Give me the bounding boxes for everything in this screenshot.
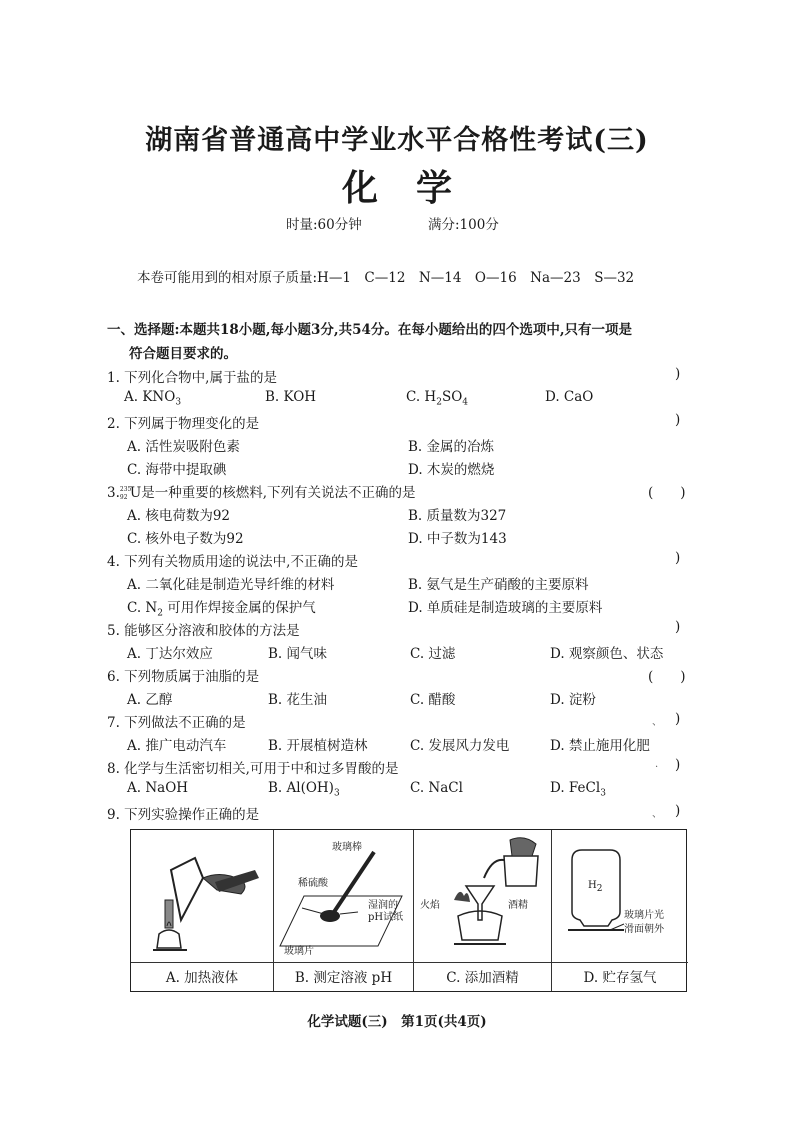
answer-paren: ( ): [648, 485, 686, 501]
q7-option-d: D. 禁止施用化肥: [550, 738, 650, 754]
label-ph-paper-1: 湿润的: [368, 900, 398, 911]
label-h2: $H_2$: [588, 880, 603, 894]
stray-mark: 、: [652, 717, 662, 728]
q6-option-a: A. 乙醇: [127, 692, 173, 708]
answer-paren: ): [675, 803, 681, 819]
q1-option-d: D. CaO: [545, 389, 594, 405]
label-dilute-acid: 稀硫酸: [298, 878, 328, 889]
label-ph-paper-2: pH试纸: [368, 912, 404, 923]
answer-paren: ( ): [648, 669, 686, 685]
question-6-stem: 6. 下列物质属于油脂的是: [107, 669, 260, 685]
label-plate-note-2: 滑面朝外: [624, 924, 664, 935]
q1-option-a: A. $KNO_3$: [124, 389, 182, 408]
label-plate-note-1: 玻璃片光: [624, 910, 664, 921]
q5-option-a: A. 丁达尔效应: [127, 646, 213, 662]
question-8-stem: 8. 化学与生活密切相关,可用于中和过多胃酸的是: [107, 761, 399, 777]
label-glass-rod: 玻璃棒: [332, 842, 362, 853]
section-heading-line1: 一、选择题:本题共18小题,每小题3分,共54分。在每小题给出的四个选项中,只有一项是: [107, 322, 633, 338]
q3-option-d: D. 中子数为143: [408, 531, 507, 547]
q1-option-b: B. KOH: [265, 389, 317, 405]
q4-option-b: B. 氨气是生产硝酸的主要原料: [408, 577, 589, 593]
q1-option-c: C. $H_2SO_4$: [406, 389, 469, 408]
question-3-stem: 3. 235 92 U是一种重要的核燃料,下列有关说法不正确的是: [107, 485, 416, 501]
question-1-stem: 1. 下列化合物中,属于盐的是: [107, 370, 277, 386]
q6-option-c: C. 醋酸: [410, 692, 456, 708]
q6-option-b: B. 花生油: [268, 692, 328, 708]
panel-ph-test: [274, 830, 414, 991]
heating-liquid-illustration: [131, 830, 274, 962]
question-4-stem: 4. 下列有关物质用途的说法中,不正确的是: [107, 554, 358, 570]
exam-score: 满分:100分: [428, 217, 499, 233]
answer-paren: ): [675, 711, 681, 727]
exam-time: 时量:60分钟: [286, 217, 362, 233]
q4-option-d: D. 单质硅是制造玻璃的主要原料: [408, 600, 603, 616]
q2-option-a: A. 活性炭吸附色素: [127, 439, 240, 455]
question-9-stem: 9. 下列实验操作正确的是: [107, 807, 260, 823]
q4-option-a: A. 二氧化硅是制造光导纤维的材料: [127, 577, 335, 593]
exam-title: 湖南省普通高中学业水平合格性考试(三): [145, 125, 649, 156]
q3-option-a: A. 核电荷数为92: [127, 508, 231, 524]
section-heading-line2: 符合题目要求的。: [129, 346, 237, 362]
q5-option-c: C. 过滤: [410, 646, 456, 662]
storing-hydrogen-illustration: [552, 830, 688, 962]
stray-mark: 、: [652, 809, 662, 820]
caption-d: D. 贮存氢气: [552, 962, 688, 993]
q4-option-c: C. $N_2$ 可用作焊接金属的保护气: [127, 600, 316, 619]
caption-b: B. 测定溶液 pH: [274, 962, 413, 993]
answer-paren: ): [675, 550, 681, 566]
experiment-figure: [130, 829, 687, 992]
subject-title: 化学: [341, 167, 490, 209]
q2-option-c: C. 海带中提取碘: [127, 462, 227, 478]
page-footer: 化学试题(三) 第1页(共4页): [307, 1014, 487, 1030]
q2-option-b: B. 金属的冶炼: [408, 439, 495, 455]
q7-option-b: B. 开展植树造林: [268, 738, 368, 754]
caption-a: A. 加热液体: [131, 962, 273, 993]
answer-paren: ): [675, 412, 681, 428]
q5-option-d: D. 观察颜色、状态: [550, 646, 664, 662]
panel-storing-hydrogen: [552, 830, 688, 991]
q5-option-b: B. 闻气味: [268, 646, 328, 662]
q6-option-d: D. 淀粉: [550, 692, 596, 708]
question-7-stem: 7. 下列做法不正确的是: [107, 715, 246, 731]
label-alcohol: 酒精: [508, 900, 528, 911]
atomic-masses: 本卷可能用到的相对原子质量:H—1 C—12 N—14 O—16 Na—23 S—32: [137, 270, 635, 286]
stray-mark: .: [655, 759, 659, 770]
q3-option-b: B. 质量数为327: [408, 508, 507, 524]
q2-option-d: D. 木炭的燃烧: [408, 462, 495, 478]
answer-paren: ): [675, 366, 681, 382]
q8-option-b: B. $Al(OH)_3$: [268, 780, 340, 799]
q8-option-a: A. NaOH: [127, 780, 189, 796]
q8-option-d: D. FeCl$_3$: [550, 780, 606, 799]
q7-option-a: A. 推广电动汽车: [127, 738, 227, 754]
panel-heating-liquid: [131, 830, 274, 991]
answer-paren: ): [675, 619, 681, 635]
question-5-stem: 5. 能够区分溶液和胶体的方法是: [107, 623, 300, 639]
isotope-notation: 235 92: [119, 485, 132, 501]
answer-paren: ): [675, 757, 681, 773]
q7-option-c: C. 发展风力发电: [410, 738, 510, 754]
question-2-stem: 2. 下列属于物理变化的是: [107, 416, 260, 432]
label-glass-plate: 玻璃片: [284, 946, 314, 957]
q8-option-c: C. NaCl: [410, 780, 463, 796]
caption-c: C. 添加酒精: [414, 962, 551, 993]
panel-adding-alcohol: [414, 830, 552, 991]
q3-option-c: C. 核外电子数为92: [127, 531, 244, 547]
label-flame: 火焰: [420, 900, 440, 911]
